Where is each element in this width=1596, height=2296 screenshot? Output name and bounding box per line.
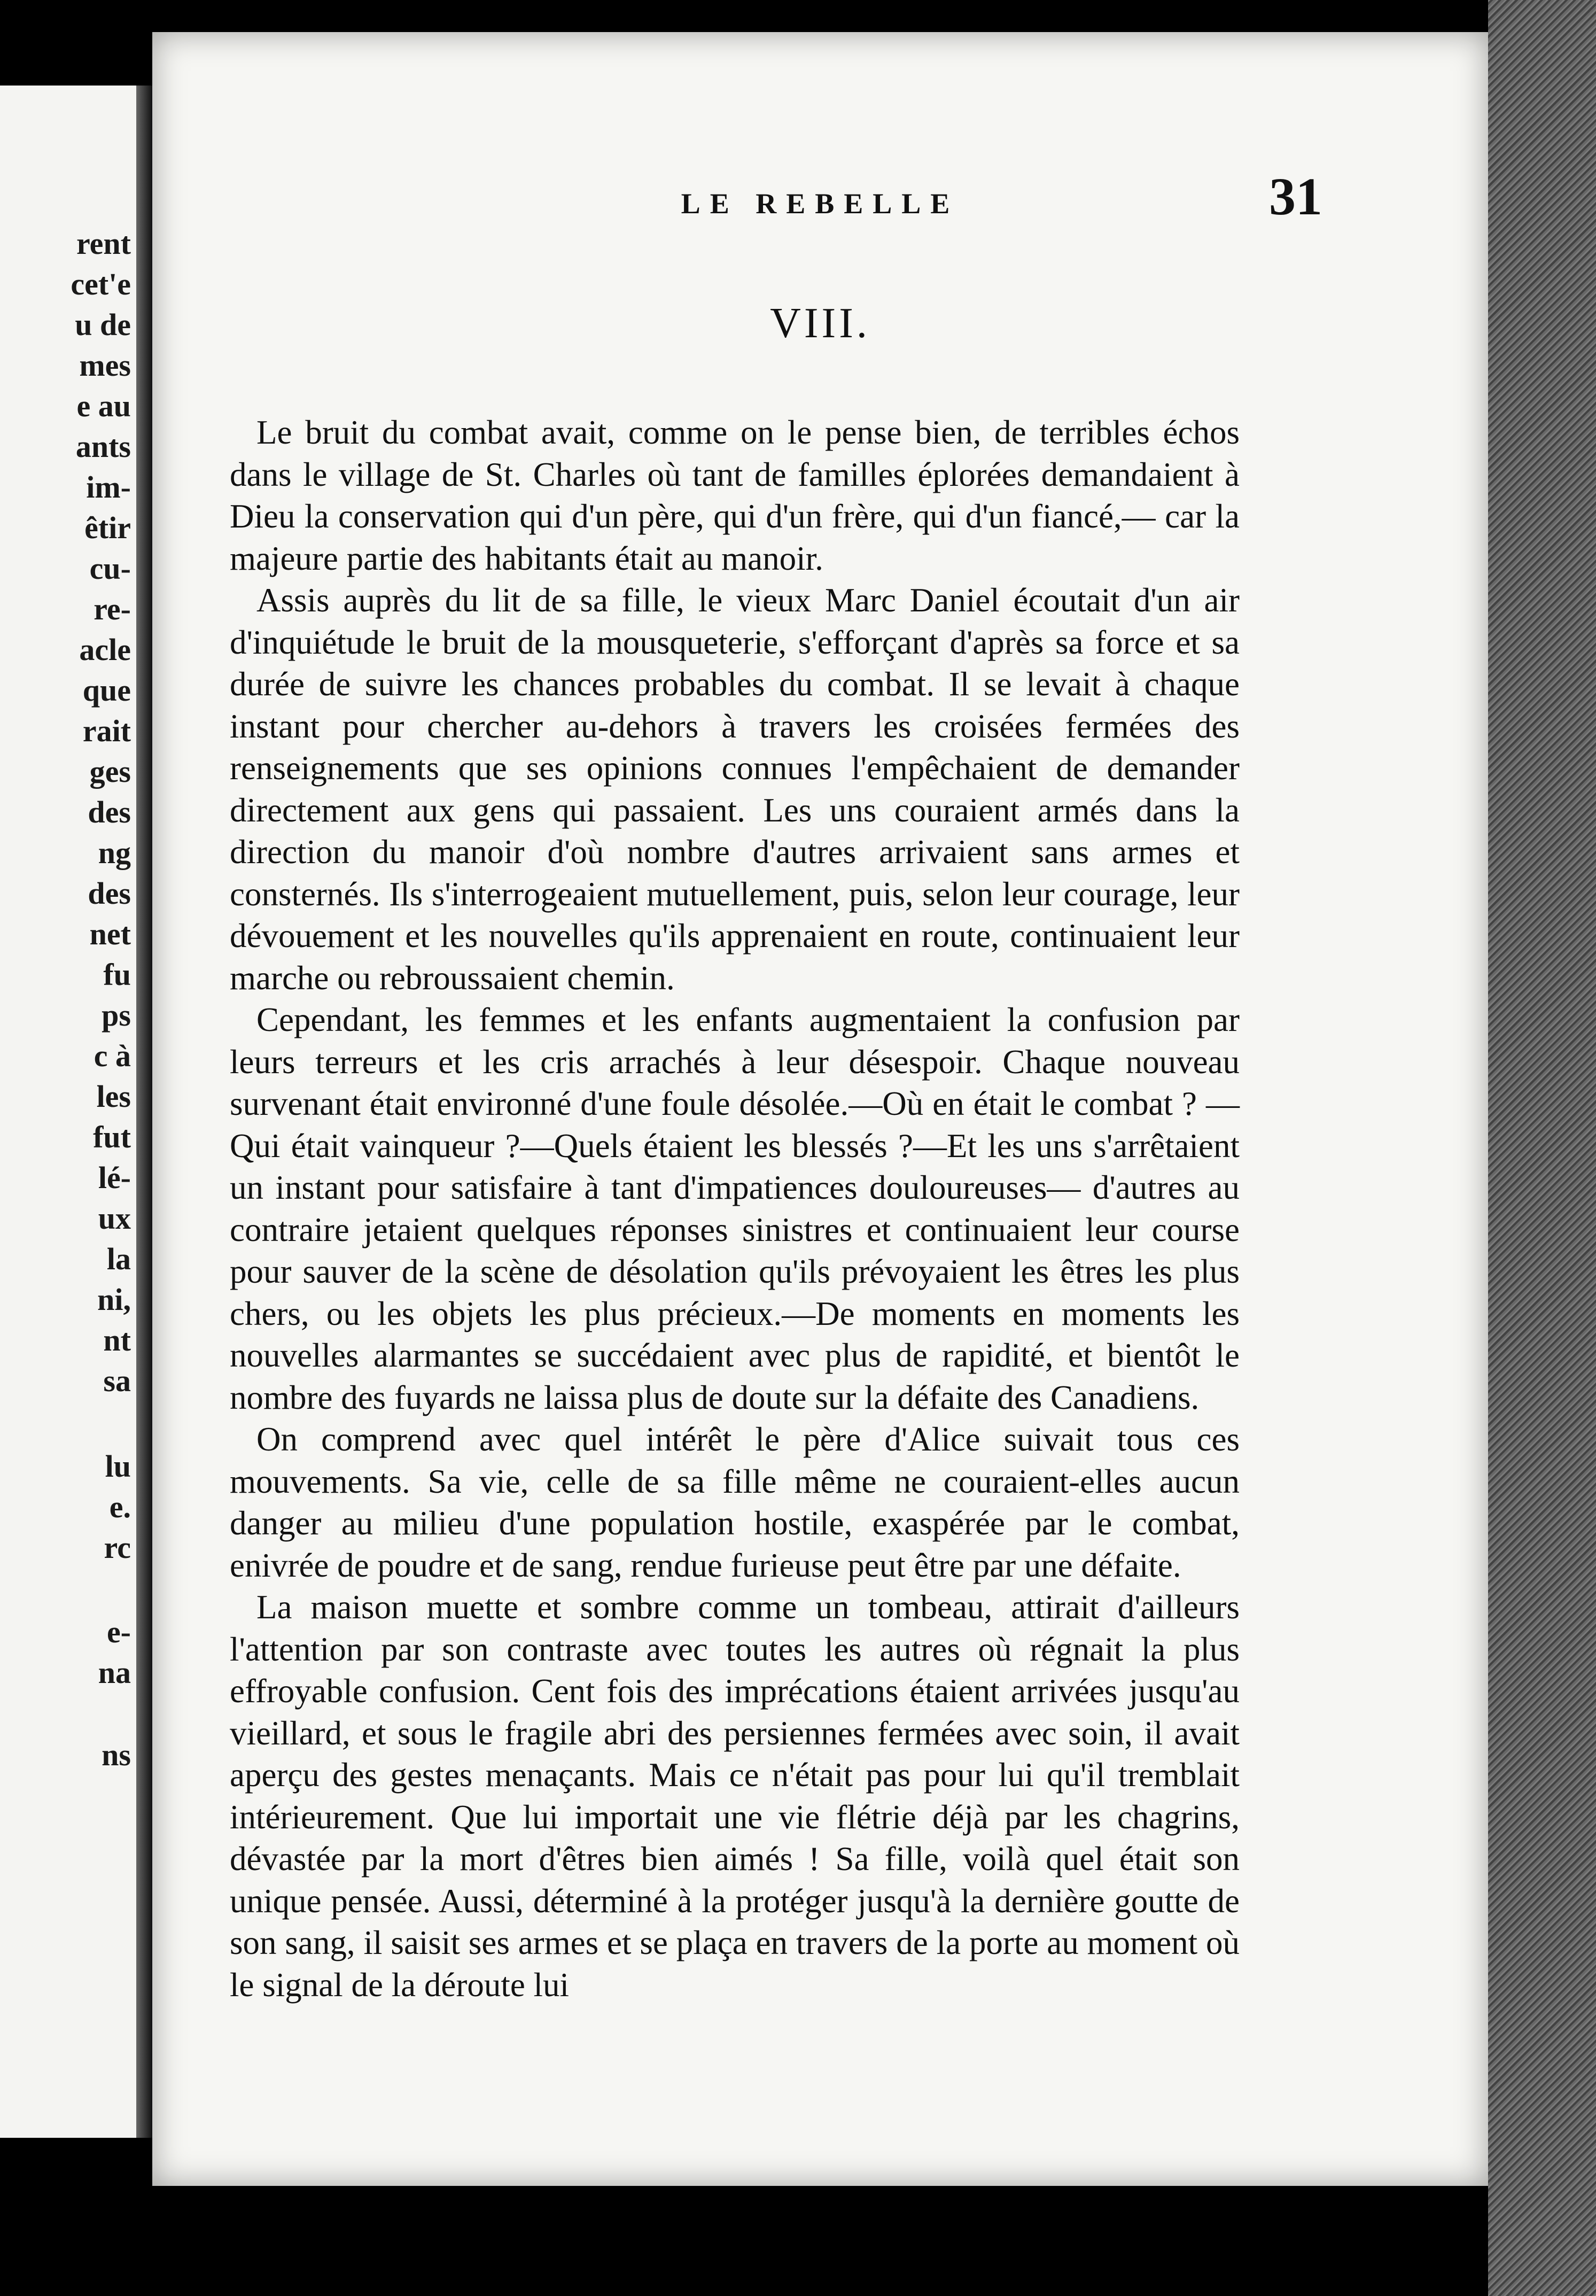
left-page-fragment: cet'e [71,267,131,301]
left-page-fragment: na [98,1655,131,1690]
left-page-fragment: ants [75,429,131,464]
left-facing-page [0,86,136,2138]
left-page-fragment: e- [106,1615,131,1649]
left-page-fragment: c à [94,1038,131,1073]
paragraph: On comprend avec quel intérêt le père d'Alice suivait tous ces mouvements. Sa vie, celle de sa fille même ne couraient-elles aucun danger au milieu d'une population hostile, exaspérée par le combat, enivrée de poudre et de sang, rendue furieuse peut être par une défaite. [230,1421,1240,1584]
left-page-fragment: que [82,673,131,708]
left-page-fragment: rc [104,1530,131,1565]
left-page-fragment: mes [79,348,131,383]
left-page-fragment: les [96,1079,131,1114]
left-page-fragment: ps [102,998,131,1033]
body-text [230,412,1240,2006]
left-page-fragment: u de [75,307,131,342]
left-page-fragment: ux [98,1201,131,1236]
left-page-fragment: lé- [98,1160,131,1195]
paragraph: Assis auprès du lit de sa fille, le vieux Marc Daniel écoutait d'un air d'inquiétude le bruit de la mousqueterie, s'efforçant d'après sa force et sa durée de suivre les chances probables du combat. Il se levait à chaque instant pour chercher au-dehors à travers les croisées fermées des renseignements que ses opinions connues l'empêchaient de demander directement aux gens qui passaient. Les uns couraient armés dans la direction du manoir d'où nombre d'autres arrivaient sans armes et consternés. Ils s'interrogeaient mutuellement, puis, selon leur courage, leur dévouement et les nouvelles qu'ils apprenaient en route, continuaient leur marche ou rebroussaient chemin. [230,581,1240,997]
left-page-fragment: rait [82,713,131,748]
running-header: LE REBELLE [681,188,960,220]
page-number: 31 [1269,167,1322,226]
left-page-fragment: e. [109,1490,131,1524]
left-page-fragment: nt [103,1323,131,1358]
left-page-fragment: ni, [97,1282,131,1317]
paragraph: Le bruit du combat avait, comme on le pense bien, de terribles échos dans le village de St. Charles où tant de familles éplorées demandaient à Dieu la conservation qui d'un père, qui d'un frère, qui d'un fiancé,— car la majeure partie des habitants était au manoir. [230,414,1240,577]
left-page-fragment: fu [103,957,131,992]
book-page [152,32,1488,2186]
paragraph: La maison muette et sombre comme un tombeau, attirait d'ailleurs l'attention par son contraste avec toutes les autres où régnait la plus effroyable confusion. Cent fois des imprécations étaient arrivées jusqu'au vieillard, et sous le fragile abri des persiennes fermées avec soin, il avait aperçu des gestes menaçants. Mais ce n'était pas pour lui qu'il tremblait intérieurement. Que lui importait une vie flétrie déjà par les chagrins, dévastée par la mort d'êtres bien aimés ! Sa fille, voilà quel était son unique pensée. Aussi, déterminé à la protéger jusqu'à la dernière goutte de son sang, il saisit ses armes et se plaça en travers de la porte au moment où le signal de la déroute lui [230,1588,1240,2004]
left-page-fragment: ges [89,754,131,789]
scan-edge-noise [1488,0,1596,2296]
left-page-fragment: rent [76,226,131,261]
paragraph: Cependant, les femmes et les enfants augmentaient la confusion par leurs terreurs et les cris arrachés à leur désespoir. Chaque nouveau survenant était environné d'une foule désolée.—Où en était le combat ? —Qui était vainqueur ?—Quels étaient les blessés ?—Et les uns s'arrêtaient un instant pour satisfaire à tant d'impatiences douloureuses— d'autres au contraire jetaient quelques réponses sinistres et continuaient leur course pour sauver de la scène de désolation qu'ils prévoyaient les êtres les plus chers, ou les objets les plus précieux.—De moments en moments les nouvelles alarmantes se succédaient avec plus de rapidité, et bientôt le nombre des fuyards ne laissa plus de doute sur la défaite des Canadiens. [230,1001,1240,1416]
left-page-fragment: ns [102,1737,131,1772]
left-page-fragment: la [106,1242,131,1276]
left-page-fragment: fut [93,1120,131,1154]
left-page-fragment: des [88,876,131,911]
left-page-fragment: lu [105,1449,131,1484]
left-page-fragment: acle [79,632,131,667]
chapter-title: VIII. [770,300,870,347]
left-page-fragment: re- [94,592,131,626]
left-page-fragment: e au [76,389,131,423]
binding-shadow [136,86,152,2138]
left-page-fragment: im- [86,470,131,505]
left-page-fragment: ng [98,835,131,870]
left-page-fragment: net [89,917,131,951]
left-page-fragment: sa [103,1363,131,1398]
left-page-fragment: êtir [84,510,131,545]
left-page-fragment: des [88,795,131,829]
left-page-fragment: cu- [89,551,131,586]
